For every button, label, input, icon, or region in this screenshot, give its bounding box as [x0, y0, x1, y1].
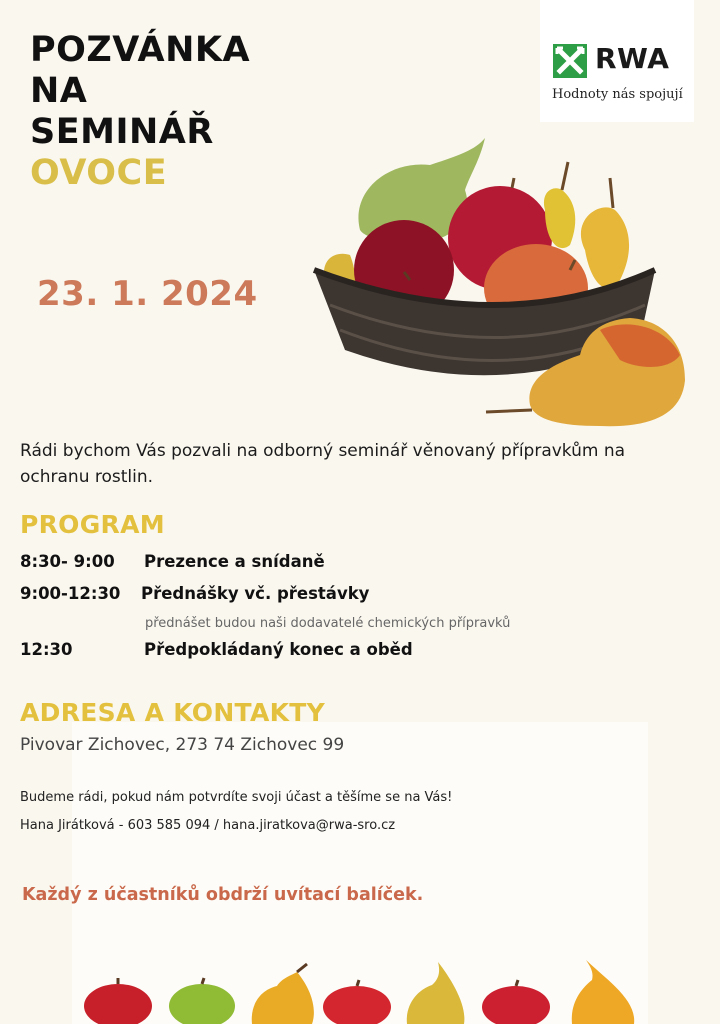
event-date: 23. 1. 2024 — [37, 274, 258, 314]
program-time: 12:30 — [20, 640, 73, 659]
rwa-logo — [540, 0, 694, 122]
program-time: 8:30- 9:00 — [20, 552, 115, 571]
contacts-heading: ADRESA A KONTAKTY — [20, 698, 326, 727]
confirm-text: Budeme rádi, pokud nám potvrdíte svoji účast a těšíme se na Vás! — [20, 790, 453, 805]
title-accent: OVOCE — [30, 153, 168, 193]
title-line-2: NA — [30, 71, 88, 111]
logo-brand: RWA — [595, 42, 670, 75]
title-line-3: SEMINÁŘ — [30, 112, 214, 152]
fruit-basket-image — [300, 130, 700, 430]
title-line-1: POZVÁNKA — [30, 30, 251, 70]
page-title — [30, 30, 250, 194]
intro-text: Rádi bychom Vás pozvali na odborný seminář věnovaný přípravkům na ochranu rostlin. — [20, 441, 626, 487]
logo-tagline: Hodnoty nás spojují — [552, 87, 683, 102]
fruit-row-image — [72, 950, 648, 1024]
program-text: Předpokládaný konec a oběd — [144, 640, 413, 659]
program-text: Prezence a snídaně — [144, 552, 325, 571]
address-text: Pivovar Zichovec, 273 74 Zichovec 99 — [20, 735, 345, 755]
program-heading: PROGRAM — [20, 510, 165, 539]
raiffeisen-cross-icon — [553, 44, 587, 78]
program-time: 9:00-12:30 — [20, 584, 121, 603]
gift-note: Každý z účastníků obdrží uvítací balíček. — [22, 885, 424, 905]
contact-line: Hana Jirátková - 603 585 094 / hana.jiratkova@rwa-sro.cz — [20, 818, 396, 833]
program-note: přednášet budou naši dodavatelé chemických přípravků — [145, 616, 511, 631]
program-text: Přednášky vč. přestávky — [141, 584, 370, 603]
